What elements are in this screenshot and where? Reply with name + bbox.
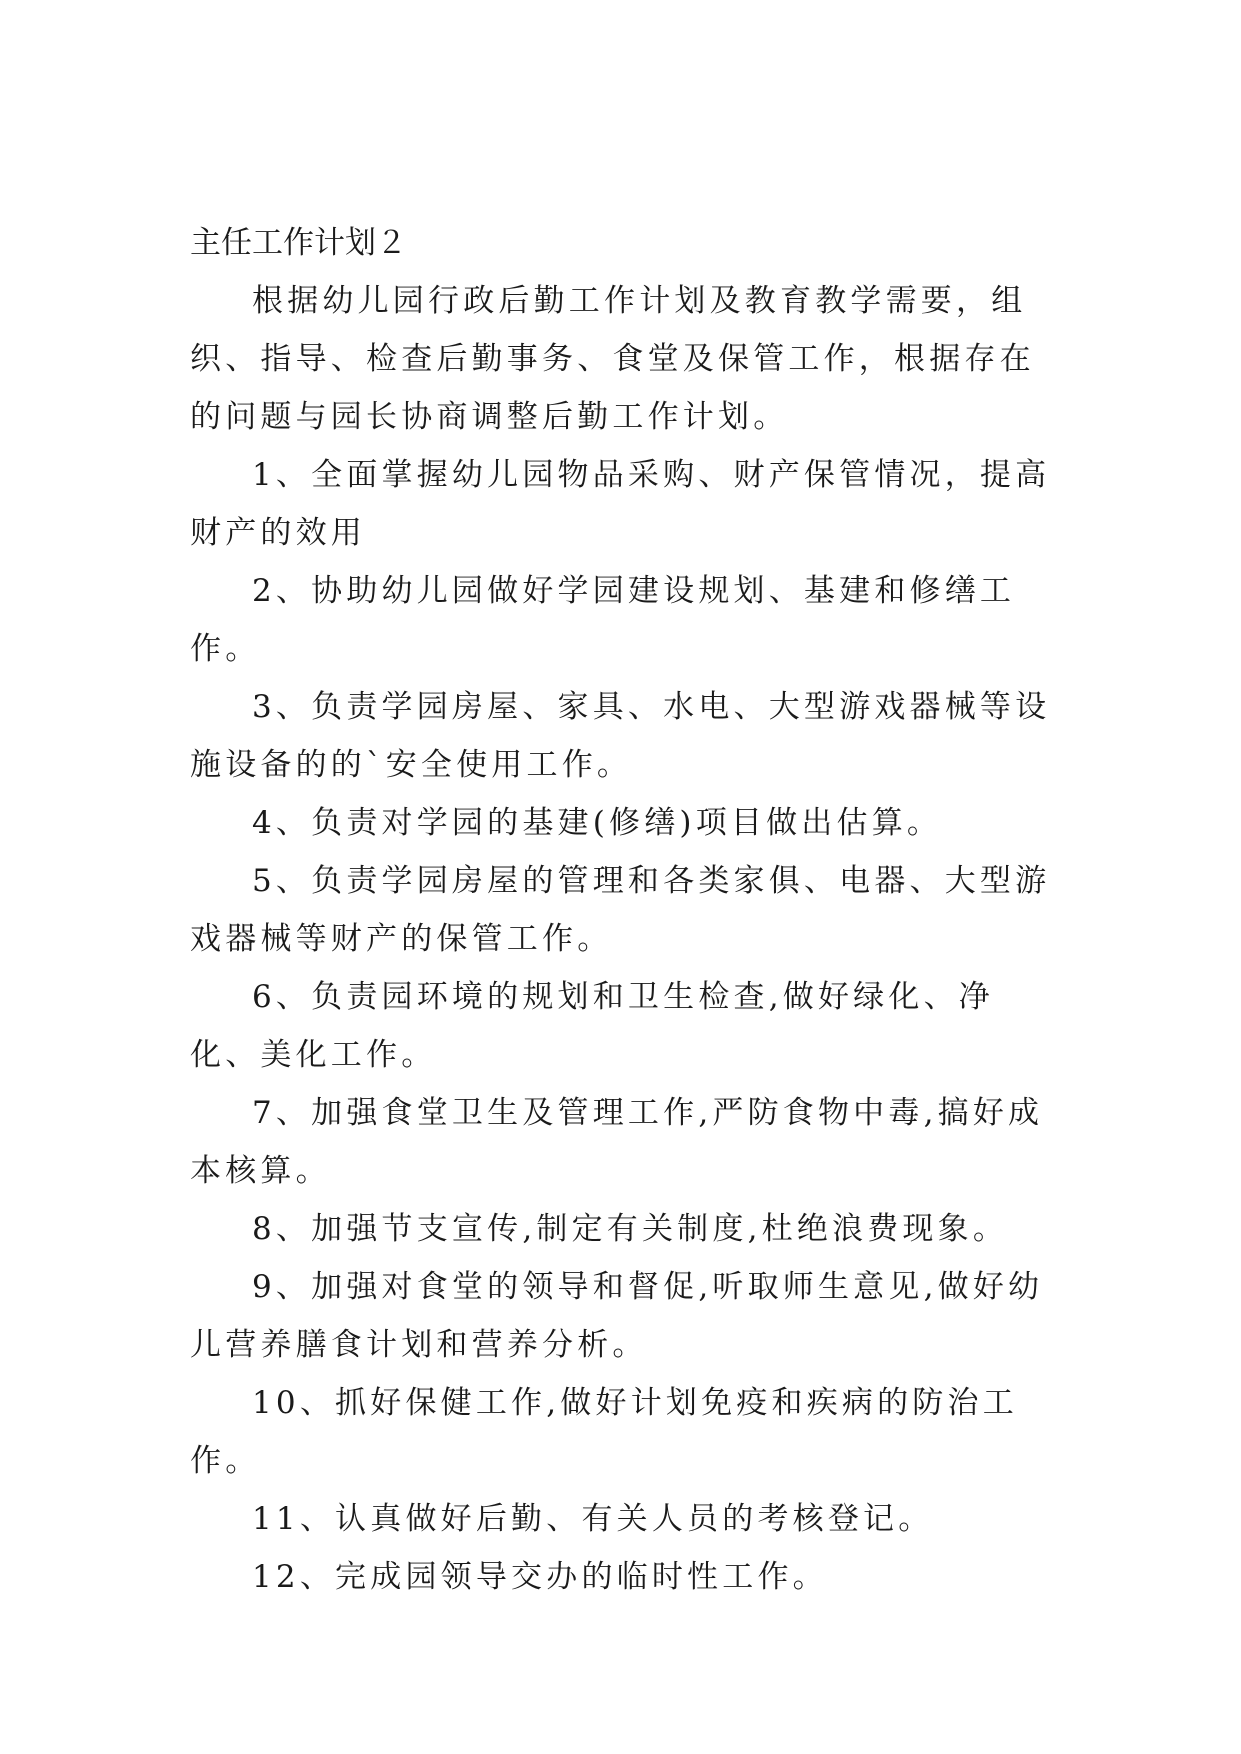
paragraph-item-7: 7、加强食堂卫生及管理工作,严防食物中毒,搞好成本核算。 (190, 1095, 1044, 1189)
paragraph-item-3: 3、负责学园房屋、家具、水电、大型游戏器械等设施设备的的`安全使用工作。 (190, 689, 1051, 783)
paragraph-item-2: 2、协助幼儿园做好学园建设规划、基建和修缮工作。 (190, 573, 1016, 667)
paragraph-item-6: 6、负责园环境的规划和卫生检查,做好绿化、净化、美化工作。 (190, 979, 994, 1073)
paragraph-item-9: 9、加强对食堂的领导和督促,听取师生意见,做好幼儿营养膳食计划和营养分析。 (190, 1269, 1044, 1363)
paragraph-item-4: 4、负责对学园的基建(修缮)项目做出估算。 (252, 805, 943, 841)
paragraph-item-12: 12、完成园领导交办的临时性工作。 (252, 1559, 828, 1595)
paragraph-intro: 根据幼儿园行政后勤工作计划及教育教学需要，组织、指导、检查后勤事务、食堂及保管工作，根据存在的问题与园长协商调整后勤工作计划。 (190, 283, 1035, 435)
document-title: 主任工作计划２ (190, 225, 407, 261)
paragraph-item-10: 10、抓好保健工作,做好计划免疫和疾病的防治工作。 (190, 1385, 1018, 1479)
paragraph-item-8: 8、加强节支宣传,制定有关制度,杜绝浪费现象。 (252, 1211, 1009, 1247)
paragraph-item-5: 5、负责学园房屋的管理和各类家俱、电器、大型游戏器械等财产的保管工作。 (190, 863, 1051, 957)
paragraph-item-1: 1、全面掌握幼儿园物品采购、财产保管情况，提高财产的效用 (190, 457, 1051, 551)
paragraph-item-11: 11、认真做好后勤、有关人员的考核登记。 (252, 1501, 934, 1537)
document-body (190, 214, 1060, 1606)
